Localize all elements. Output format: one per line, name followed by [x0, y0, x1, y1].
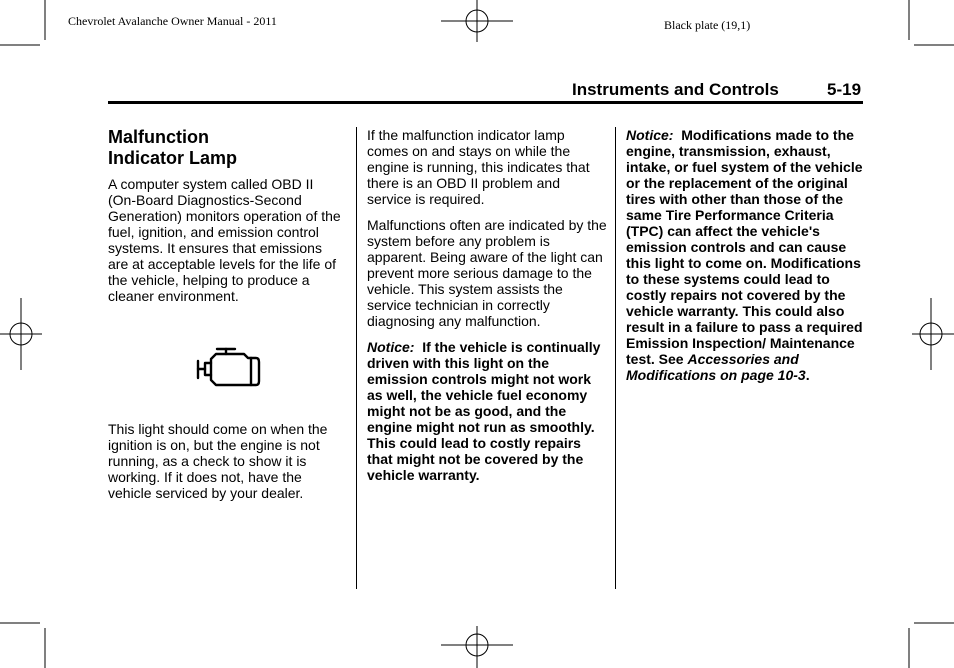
col2 — [367, 127, 607, 493]
col1-intro — [108, 176, 344, 314]
notice-label: Notice: — [626, 127, 674, 143]
column-divider-1 — [356, 127, 357, 589]
notice-text: If the vehicle is continually driven with this light on the emission controls might not work as well, the vehicle fuel economy might not be as good, and the engine might not run as smoothly. This could lead to costly repairs that might not be covered by the vehicle warranty. — [367, 339, 601, 483]
heading-line-2: Indicator Lamp — [108, 148, 238, 168]
heading-line-1: Malfunction — [108, 127, 209, 147]
col2-paragraph-1: If the malfunction indicator lamp comes on and stays on while the engine is running, this indicates that there is an OBD II problem and service is required. — [367, 127, 590, 207]
col1-paragraph-2: This light should come on when the ignition is on, but the engine is not running, as a check to show it is working. If it does not, have the vehicle serviced by your dealer. — [108, 421, 328, 501]
column-divider-2 — [615, 127, 616, 589]
section-heading — [108, 127, 344, 169]
check-engine-icon — [194, 345, 262, 389]
header-rule — [108, 101, 863, 104]
col1-outro — [108, 421, 344, 511]
col2-notice — [367, 339, 607, 483]
col3 — [626, 127, 864, 393]
section-title: Instruments and Controls — [572, 80, 779, 99]
page-number: 5-19 — [827, 80, 862, 99]
notice-text: Modifications made to the engine, transmission, exhaust, intake, or fuel system of the vehicle or the replacement of the original tires with other than those of the same Tire Performance Criteria (TPC) can affect the vehicle's emission controls and can cause this light to come on. Modifications to these systems could lead to costly repairs not covered by the vehicle warranty. This could also result in a failure to pass a required Emission Inspection/ Maintenance test. See — [626, 127, 863, 367]
ref-end: . — [805, 367, 810, 383]
notice-label: Notice: — [367, 339, 415, 355]
col1-paragraph-1: A computer system called OBD II (On-Board Diagnostics-Second Generation) monitors operation of the fuel, ignition, and emission control systems. It ensures that emissions are at acceptable levels for the life of the vehicle, helping to produce a cleaner environment. — [108, 176, 341, 304]
cross-reference-link[interactable]: Accessories and Modifications on page 10-3 — [626, 351, 806, 383]
col2-paragraph-2: Malfunctions often are indicated by the system before any problem is apparent. Being aware of the light can prevent more serious damage to the vehicle. This system assists the service technician in correctly diagnosing any malfunction. — [367, 217, 607, 329]
running-head-right: Black plate (19,1) — [664, 18, 751, 32]
running-head-left: Chevrolet Avalanche Owner Manual - 2011 — [68, 14, 277, 28]
col3-notice — [626, 127, 864, 383]
